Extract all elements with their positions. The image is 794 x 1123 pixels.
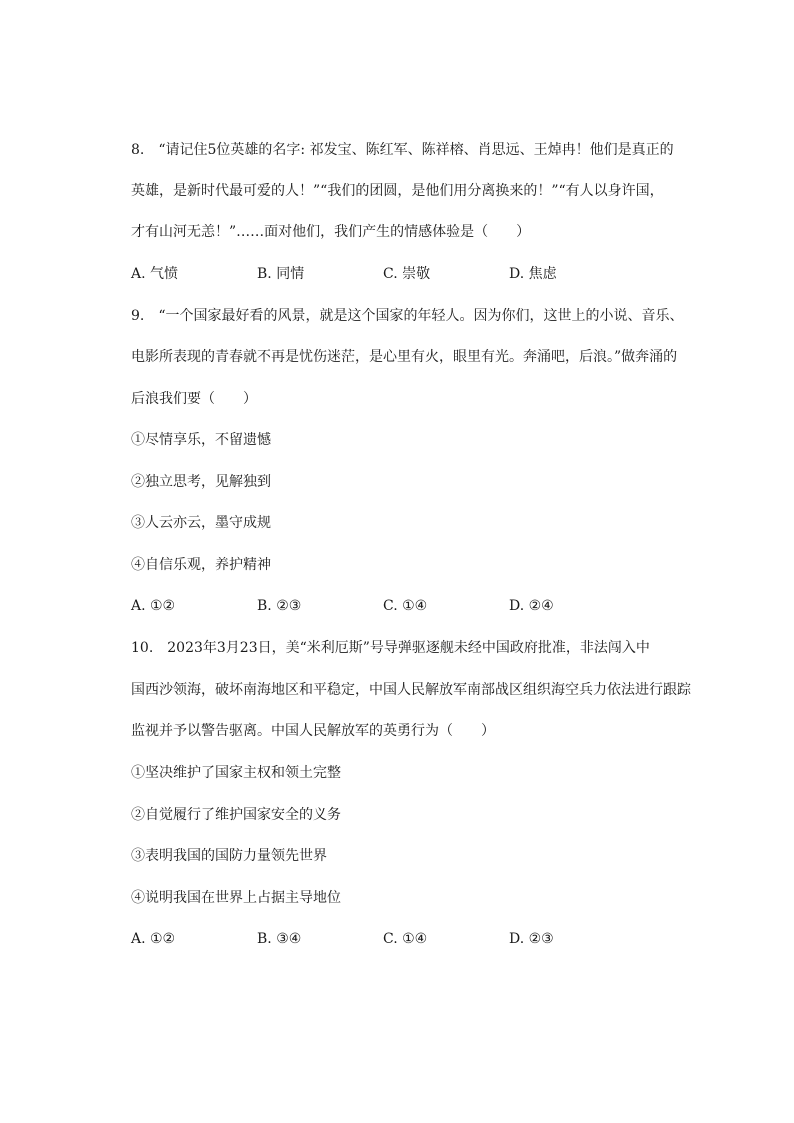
q8-stem-line-3: 才有山河无恙！”……面对他们，我们产生的情感体验是（ ） xyxy=(131,224,531,240)
q9-option-b: B. ②③ xyxy=(257,598,302,614)
q8-option-d: D. 焦虑 xyxy=(509,266,557,282)
q8-option-c: C. 崇敬 xyxy=(383,266,431,282)
q8-option-a: A. 气愤 xyxy=(131,266,179,282)
q9-statement-1: ①尽情享乐，不留遗憾 xyxy=(131,432,271,448)
q10-stem-line-1: 10. 2023年3月23日，美“米利厄斯”号导弹驱逐舰未经中国政府批准，非法闯入中 xyxy=(131,640,650,656)
q9-stem-line-3: 后浪我们要（ ） xyxy=(131,391,257,407)
q9-option-c: C. ①④ xyxy=(383,598,428,614)
q9-statement-3: ③人云亦云，墨守成规 xyxy=(131,515,271,531)
q10-option-a: A. ①② xyxy=(131,931,176,947)
q9-stem-line-1: 9. “一个国家最好看的风景，就是这个国家的年轻人。因为你们，这世上的小说、音乐、 xyxy=(131,308,684,324)
q9-options xyxy=(131,596,691,616)
q10-statement-4: ④说明我国在世界上占据主导地位 xyxy=(131,890,341,906)
q10-option-c: C. ①④ xyxy=(383,931,428,947)
q10-option-b: B. ③④ xyxy=(257,931,302,947)
q10-statement-2: ②自觉履行了维护国家安全的义务 xyxy=(131,807,341,823)
q10-options xyxy=(131,929,691,949)
q9-statement-4: ④自信乐观，养护精神 xyxy=(131,557,271,573)
q9-stem-line-2: 电影所表现的青春就不再是忧伤迷茫，是心里有火，眼里有光。奔涌吧，后浪。”做奔涌的 xyxy=(131,349,678,365)
q9-option-d: D. ②④ xyxy=(509,598,554,614)
q10-stem-line-2: 国西沙领海，破坏南海地区和平稳定，中国人民解放军南部战区组织海空兵力依法进行跟踪 xyxy=(131,682,691,698)
q10-option-d: D. ②③ xyxy=(509,931,554,947)
q9-statement-2: ②独立思考，见解独到 xyxy=(131,474,271,490)
q8-stem-line-1: 8. “请记住5位英雄的名字: 祁发宝、陈红军、陈祥榕、肖思远、王焯冉！他们是真正的 xyxy=(131,142,674,158)
q10-statement-3: ③表明我国的国防力量领先世界 xyxy=(131,848,327,864)
q10-stem-line-3: 监视并予以警告驱离。中国人民解放军的英勇行为（ ） xyxy=(131,723,495,739)
q9-option-a: A. ①② xyxy=(131,598,176,614)
q10-statement-1: ①坚决维护了国家主权和领土完整 xyxy=(131,765,341,781)
q8-options xyxy=(131,264,691,284)
q8-option-b: B. 同情 xyxy=(257,266,305,282)
q8-stem-line-2: 英雄，是新时代最可爱的人！”“我们的团圆，是他们用分离换来的！”“有人以身许国， xyxy=(131,183,664,199)
